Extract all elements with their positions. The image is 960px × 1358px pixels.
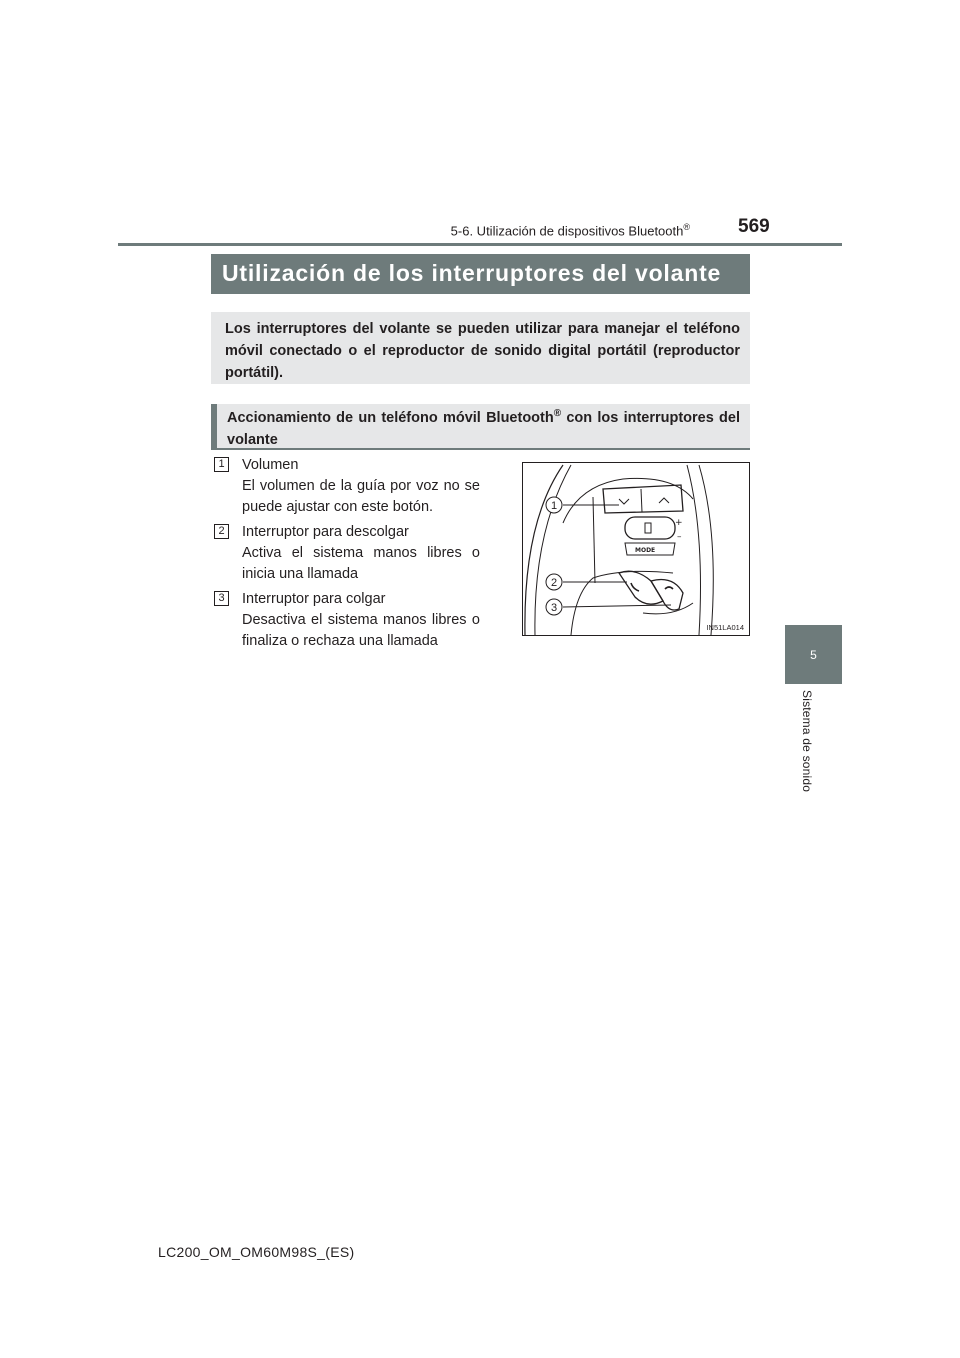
steering-wheel-diagram (523, 463, 749, 635)
sub-heading: Accionamiento de un teléfono móvil Bluetooth® con los interruptores del volante (211, 404, 750, 450)
item-title: Volumen (242, 457, 299, 473)
page-number: 569 (738, 216, 770, 237)
header-section-title: 5-6. Utilización de dispositivos Bluetooth® (450, 222, 690, 239)
item-title: Interruptor para colgar (242, 591, 386, 607)
list-item (214, 522, 480, 585)
item-number-badge: 1 (214, 457, 229, 472)
intro-box: Los interruptores del volante se pueden utilizar para manejar el teléfono móvil conectado o el reproductor de sonido digital portátil (reproductor portátil). (211, 312, 750, 384)
minus-symbol: – (677, 532, 682, 542)
document-code: LC200_OM_OM60M98S_(ES) (158, 1244, 355, 1260)
plus-symbol: + (675, 518, 683, 528)
callout-number: 3 (550, 602, 558, 614)
main-heading: Utilización de los interruptores del volante (211, 254, 750, 294)
list-item (214, 455, 480, 518)
list-item (214, 589, 480, 652)
item-number-badge: 2 (214, 524, 229, 539)
steering-wheel-switch-illustration (522, 462, 750, 636)
callout-number: 1 (550, 500, 558, 512)
item-description: El volumen de la guía por voz no se puede ajustar con este botón. (242, 478, 480, 515)
callout-number: 2 (550, 577, 558, 589)
item-list (214, 455, 480, 656)
item-description: Activa el sistema manos libres o inicia una llamada (242, 545, 480, 582)
mode-label: MODE (635, 547, 656, 554)
chapter-number: 5 (810, 647, 817, 662)
chapter-tab (785, 625, 842, 684)
item-number-badge: 3 (214, 591, 229, 606)
figure-code: IN51LA014 (706, 623, 744, 632)
item-title: Interruptor para descolgar (242, 524, 409, 540)
item-description: Desactiva el sistema manos libres o finaliza o rechaza una llamada (242, 612, 480, 649)
chapter-label: Sistema de sonido (800, 690, 814, 793)
header-rule (118, 243, 842, 246)
